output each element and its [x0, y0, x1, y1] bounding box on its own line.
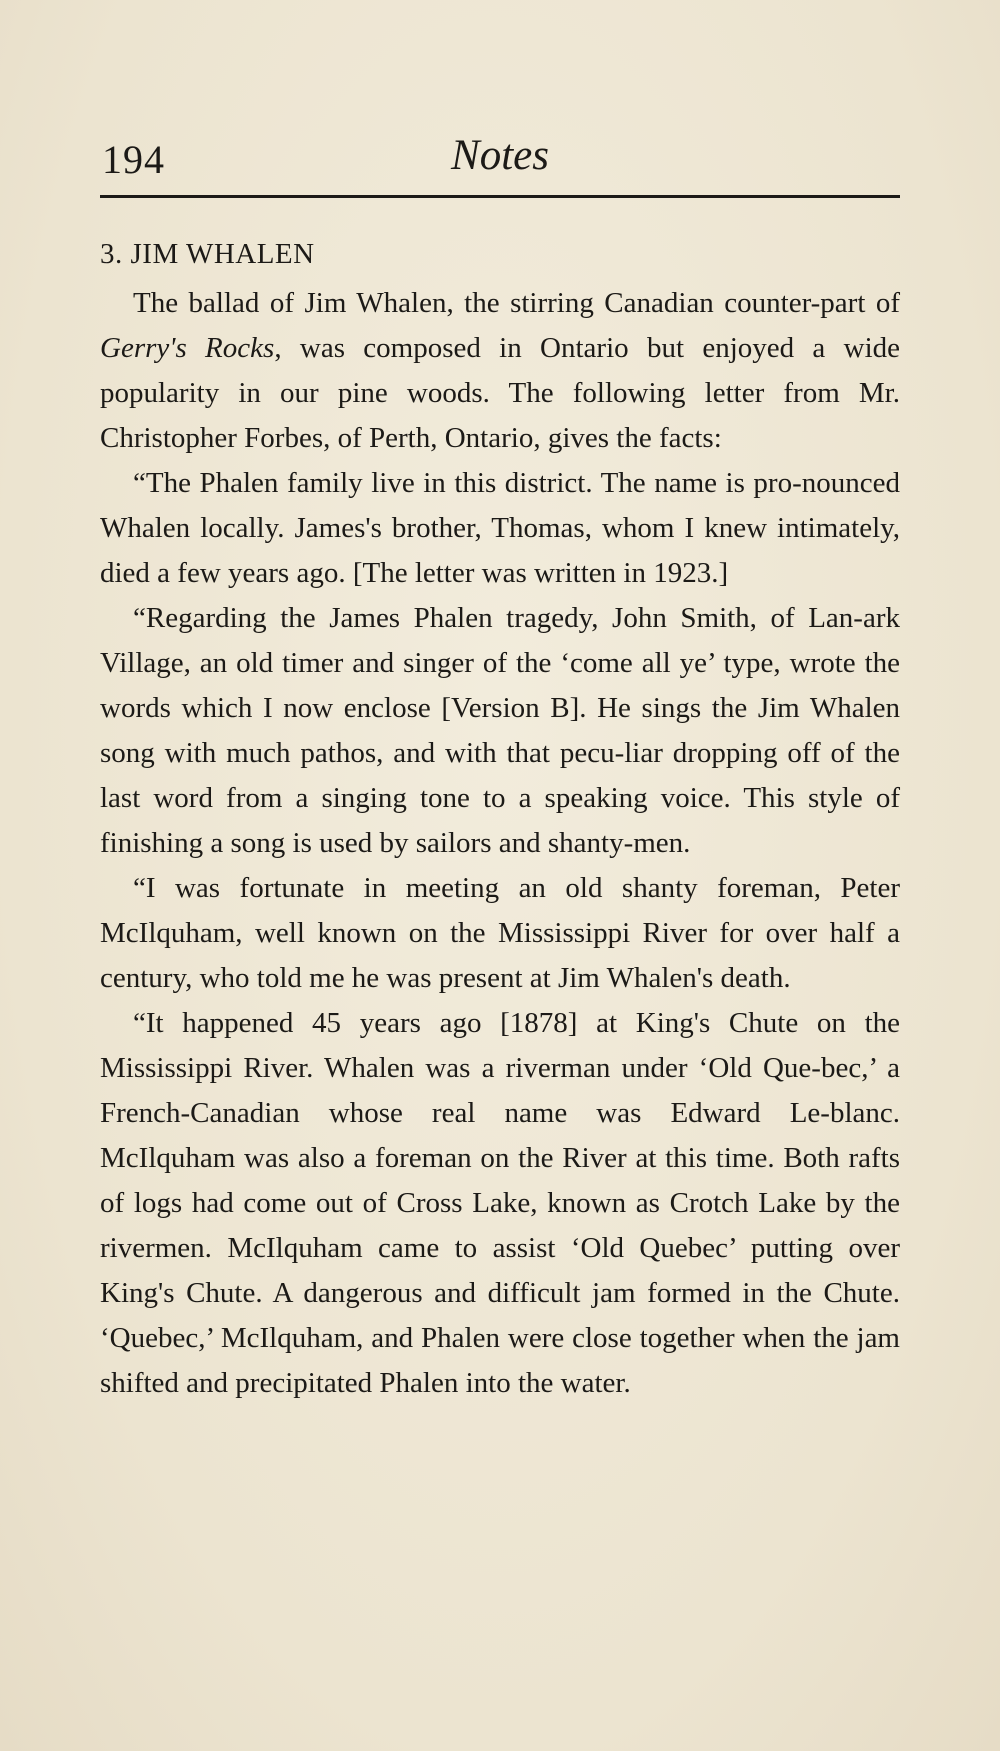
- running-head: Notes: [451, 132, 549, 179]
- paragraph-intro-text-before: The ballad of Jim Whalen, the stirring Canadian counter-part of: [133, 287, 900, 319]
- section-heading: 3. JIM WHALEN: [100, 238, 315, 270]
- paragraph-shanty-foreman: “I was fortunate in meeting an old shanty foreman, Peter McIlquham, well known on the Mississippi River for over half a century, who told me he was present at Jim Whalen's death.: [100, 872, 900, 994]
- ballad-title: Gerry's Rocks: [100, 332, 275, 364]
- paragraph-phalen-family: “The Phalen family live in this district. The name is pro-nounced Whalen locally. James's brother, Thomas, whom I knew intimately, died a few years ago. [The letter was written in 1923.]: [100, 467, 900, 589]
- paragraph-intro-text-after: , was composed in Ontario but enjoyed a wide popularity in our pine woods. The following letter from Mr. Christopher Forbes, of Perth, Ontario, gives the facts:: [100, 332, 900, 454]
- page-header: [100, 128, 900, 196]
- note-section: [100, 232, 900, 1406]
- paragraph-phalen-tragedy: “Regarding the James Phalen tragedy, John Smith, of Lan-ark Village, an old timer and singer of the ‘come all ye’ type, wrote the words which I now enclose [Version B]. He sings the Jim Whalen song with much pathos, and with that pecu-liar dropping off of the last word from a singing tone to a speaking voice. This style of finishing a song is used by sailors and shanty-men.: [100, 602, 900, 859]
- paragraph-kings-chute: “It happened 45 years ago [1878] at King's Chute on the Mississippi River. Whalen was a riverman under ‘Old Que-bec,’ a French-Canadian whose real name was Edward Le-blanc. McIlquham was also a foreman on the River at this time. Both rafts of logs had come out of Cross Lake, known as Crotch Lake by the rivermen. McIlquham came to assist ‘Old Quebec’ putting over King's Chute. A dangerous and difficult jam formed in the Chute. ‘Quebec,’ McIlquham, and Phalen were close together when the jam shifted and precipitated Phalen into the water.: [100, 1007, 900, 1399]
- header-rule: [100, 195, 900, 198]
- paragraph-intro: [100, 281, 900, 461]
- page-number: 194: [102, 137, 165, 182]
